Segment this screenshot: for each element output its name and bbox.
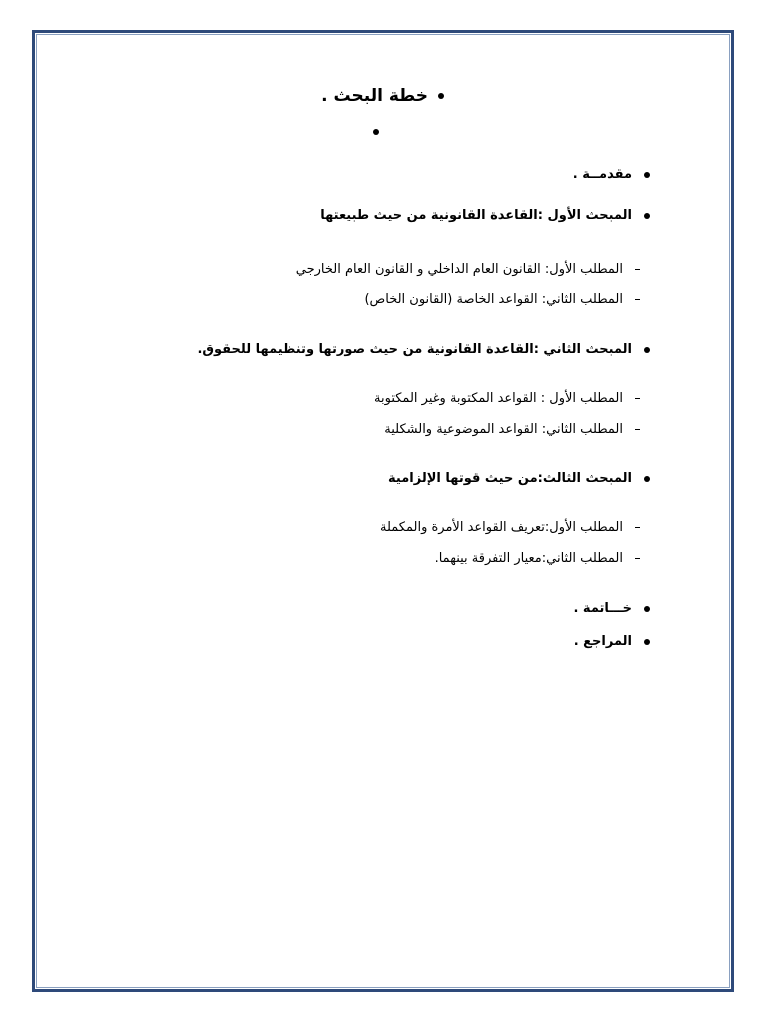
section2-heading-text: المبحث الثاني :القاعدة القانونية من حيث صورتها وتنظيمها للحقوق. — [197, 342, 632, 357]
dash-icon — [635, 527, 640, 528]
conclusion-text: خـــاتمة . — [573, 601, 632, 616]
section3-sub1-text: المطلب الأول:تعريف القواعد الأمرة والمكملة — [380, 520, 623, 535]
dash-icon — [635, 558, 640, 559]
section3-sub2-text: المطلب الثاني:معيار التفرقة بينهما. — [434, 551, 623, 566]
section3-heading-text: المبحث الثالث:من حيث قوتها الإلزامية — [388, 471, 632, 486]
bullet-icon — [644, 639, 650, 645]
section1-heading — [320, 208, 650, 223]
section1-sub1-text: المطلب الأول: القانون العام الداخلي و القانون العام الخارجي — [295, 262, 623, 277]
section2-sub2 — [384, 422, 640, 437]
section1-sub2 — [364, 292, 640, 307]
dash-icon — [635, 299, 640, 300]
plan-title-text: خطة البحث . — [321, 86, 428, 106]
bullet-icon — [644, 476, 650, 482]
list-item-references — [574, 634, 650, 649]
bullet-icon — [644, 606, 650, 612]
dash-icon — [635, 429, 640, 430]
section1-sub2-text: المطلب الثاني: القواعد الخاصة (القانون الخاص) — [364, 292, 623, 307]
list-item-introduction — [573, 167, 650, 182]
empty-bullet-icon — [373, 129, 379, 135]
section2-heading — [197, 342, 650, 357]
section3-sub1 — [380, 520, 640, 535]
bullet-icon — [644, 347, 650, 353]
plan-title — [321, 86, 444, 106]
references-text: المراجع . — [573, 634, 632, 649]
section2-sub1 — [374, 391, 640, 406]
section2-sub1-text: المطلب الأول : القواعد المكتوبة وغير المكتوبة — [374, 391, 623, 406]
bullet-icon — [644, 172, 650, 178]
bullet-icon — [644, 213, 650, 219]
section2-sub2-text: المطلب الثاني: القواعد الموضوعية والشكلية — [384, 422, 623, 437]
section1-heading-text: المبحث الأول :القاعدة القانونية من حيث طبيعتها — [320, 208, 632, 223]
bullet-icon — [438, 93, 444, 99]
dash-icon — [635, 269, 640, 270]
list-item-conclusion — [573, 601, 650, 616]
dash-icon — [635, 398, 640, 399]
section3-sub2 — [435, 551, 640, 566]
section3-heading — [388, 471, 650, 486]
section1-sub1 — [296, 262, 640, 277]
introduction-text: مقدمــة . — [572, 167, 632, 182]
